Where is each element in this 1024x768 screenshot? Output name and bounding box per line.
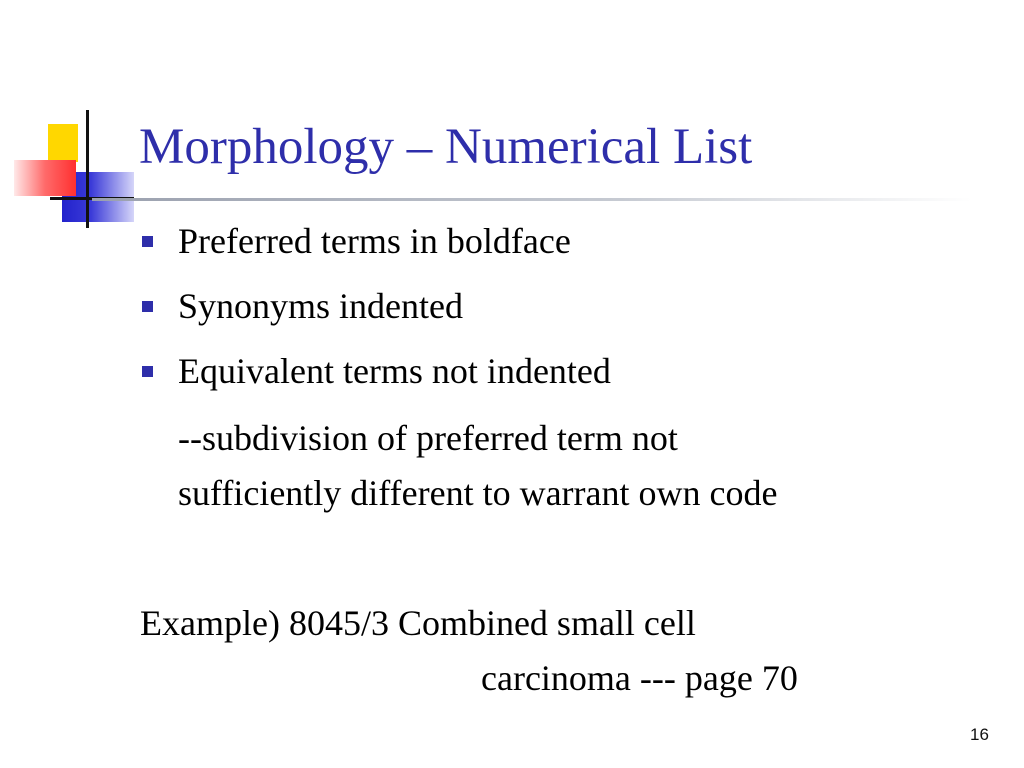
bullet-text: Preferred terms in boldface [178,221,571,261]
page-number: 16 [970,725,989,744]
example-line-1: Example) 8045/3 Combined small cell [140,603,696,643]
bullet-item-preferred-terms [140,223,571,259]
sub-note-line-2: sufficiently different to warrant own code [178,473,778,513]
bullet-text: Equivalent terms not indented [178,351,611,391]
bullet-text: Synonyms indented [178,286,463,326]
bullet-item-synonyms [140,288,463,324]
logo-yellow-square [48,124,78,162]
bullet-square-icon [142,236,153,247]
title-underline [92,198,972,201]
bullet-square-icon [142,301,153,312]
example-line-2: carcinoma --- page 70 [481,658,798,698]
corner-logo [0,0,140,240]
slide-title: Morphology – Numerical List [139,119,753,175]
bullet-item-equivalent-terms [140,353,611,389]
sub-note-line-1: --subdivision of preferred term not [178,418,678,458]
bullet-square-icon [142,366,153,377]
logo-red-square [14,160,76,196]
logo-vertical-line [86,110,89,228]
